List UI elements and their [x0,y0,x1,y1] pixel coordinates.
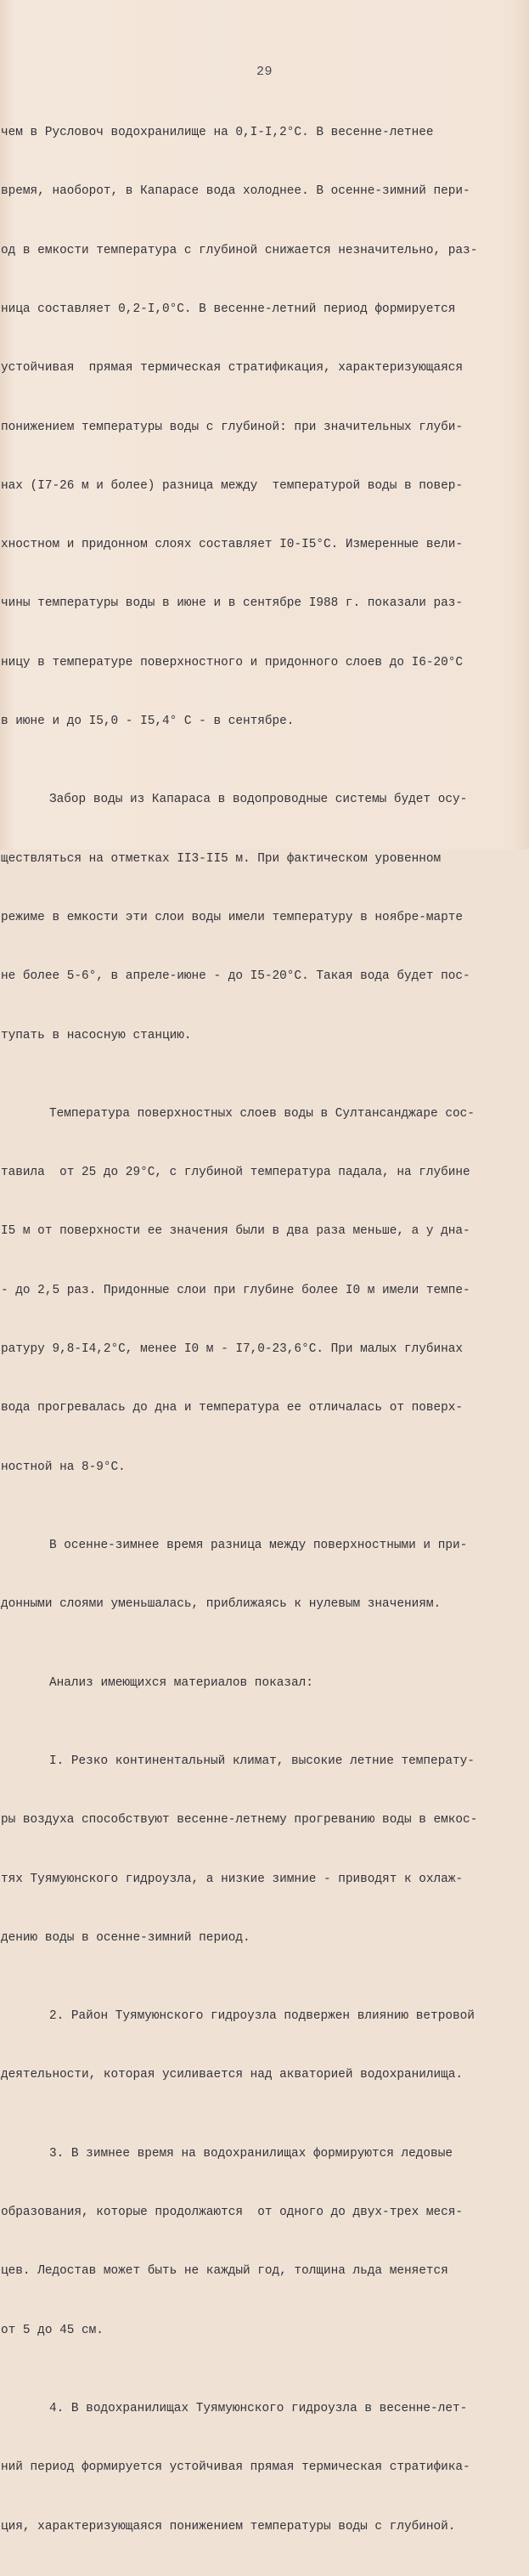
list-item-start-line: I. Резко континентальный климат, высокие летние температу- [49,1754,475,1768]
list-item-start-line: 2. Район Туямуюнского гидроузла подвержен влиянию ветровой [49,2009,475,2024]
text-line: хностном и придонном слоях составляет I0-I5°С. Измеренные вели- [1,538,464,552]
text-line: донными слоями уменьшалась, приближаясь к нулевым значениям. [1,1597,442,1612]
list-item-start-line: 3. В зимнее время на водохранилищах формируются ледовые [49,2146,453,2161]
body-text [0,84,529,2576]
text-line: тях Туямуюнского гидроузла, а низкие зимние - приводят к охлаж- [1,1872,464,1886]
text-line: ры воздуха способствуют весенне-летнему прогреванию воды в емкос- [1,1813,478,1827]
text-line: тавила от 25 до 29°С, с глубиной температура падала, на глубине [1,1166,470,1180]
text-line: от 5 до 45 см. [1,2323,104,2337]
text-line: - до 2,5 раз. Придонные слои при глубине более I0 м имели темпе- [1,1283,470,1297]
text-line: ществляться на отметках II3-II5 м. При фактическом уровенном [1,851,442,866]
text-line: цев. Ледостав может быть не каждый год, толщина льда меняется [1,2264,448,2279]
text-line: дению воды в осенне-зимний период. [1,1930,250,1945]
text-line: ратуру 9,8-I4,2°С, менее I0 м - I7,0-23,6°С. При малых глубинах [1,1342,464,1356]
text-line: деятельности, которая усиливается над акваторией водохранилища. [1,2068,464,2082]
analysis-heading: Анализ имеющихся материалов показал: [49,1675,313,1690]
text-line: понижением температуры воды с глубиной: при значительных глуби- [1,420,464,434]
paragraph-start-line: Забор воды из Капараса в водопроводные системы будет осу- [49,793,468,807]
text-line: тупать в насосную станцию. [1,1028,192,1042]
text-line: режиме в емкости эти слои воды имели температуру в ноябре-марте [1,910,464,924]
list-item-start-line: 4. В водохранилищах Туямуюнского гидроузла в весенне-лет- [49,2402,468,2416]
text-line: вода прогревалась до дна и температура ее отличалась от поверх- [1,1401,464,1415]
text-line: ний период формируется устойчивая прямая термическая стратифика- [1,2460,470,2475]
text-line: чины температуры воды в июне и в сентябре I988 г. показали раз- [1,596,464,611]
text-line: ницу в температуре поверхностного и придонного слоев до I6-20°С [1,655,464,669]
text-line: ница составляет 0,2-I,0°С. В весенне-летний период формируется [1,302,456,317]
text-line: ция, характеризующаяся понижением температуры воды с глубиной. [1,2519,456,2534]
page-number: 29 [256,65,273,79]
text-line: од в емкости температура с глубиной снижается незначительно, раз- [1,243,478,257]
paragraph-start-line: Температура поверхностных слоев воды в Султансанджаре сос- [49,1106,475,1121]
text-line: чем в Русловоч водохранилище на 0,I-I,2°С. В весенне-летнее [1,126,434,140]
paragraph-start-line: В осенне-зимнее время разница между поверхностными и при- [49,1538,468,1552]
text-line: время, наоборот, в Капарасе вода холоднее. В осенне-зимний пери- [1,184,470,199]
text-line: не более 5-6°, в апреле-июне - до I5-20°С. Такая вода будет пос- [1,969,470,984]
text-line: I5 м от поверхности ее значения были в два раза меньше, а у дна- [1,1224,470,1239]
text-line: устойчивая прямая термическая стратификация, характеризующаяся [1,361,464,376]
text-line: ностной на 8-9°С. [1,1460,126,1474]
text-line: нах (I7-26 м и более) разница между температурой воды в повер- [1,478,464,493]
text-line: образования, которые продолжаются от одного до двух-трех меся- [1,2206,464,2220]
text-line: в июне и до I5,0 - I5,4° С - в сентябре. [1,715,295,728]
